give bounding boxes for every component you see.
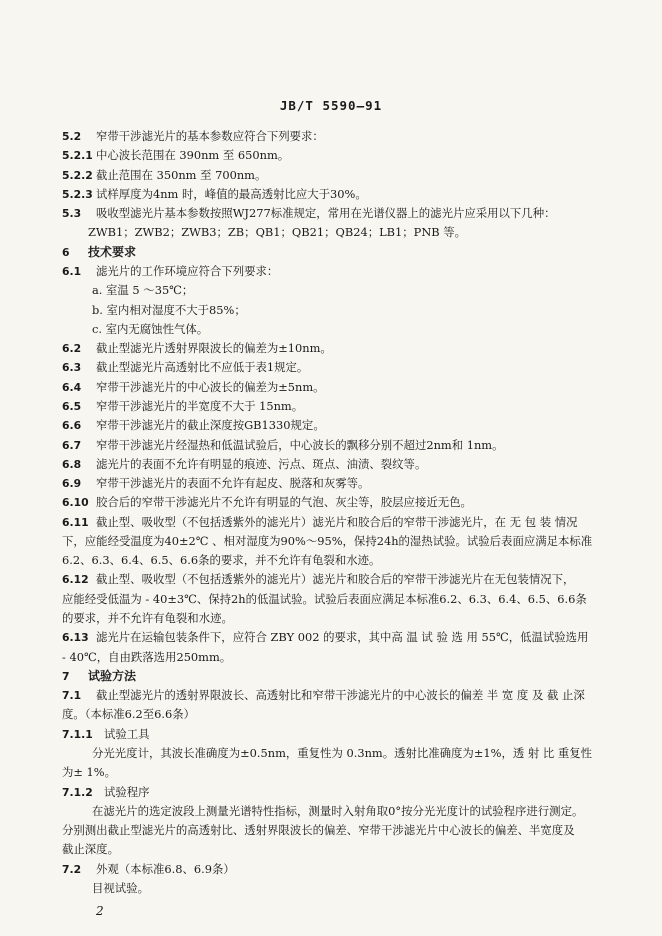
clause-text: 度。（本标准6.2至6.6条） xyxy=(62,707,196,721)
clause-text: 滤光片在运输包装条件下，应符合 ZBY 002 的要求，其中高 温 试 验 选 用 55℃，低温试验选用 xyxy=(96,630,589,644)
section-7-heading xyxy=(62,668,612,685)
clause-number: 7.1.2 xyxy=(62,786,93,799)
clause-number: 5.2 xyxy=(62,130,82,143)
clause-6-8 xyxy=(62,456,612,473)
clause-6-5 xyxy=(62,398,612,415)
clause-number: 5.2.1 xyxy=(62,149,93,162)
page-number: 2 xyxy=(96,904,104,918)
clause-text: - 40℃，自由跌落选用250mm。 xyxy=(62,650,232,664)
clause-number: 6.5 xyxy=(62,400,82,413)
clause-6-11-continued xyxy=(62,552,612,568)
clause-number: 6.3 xyxy=(62,361,82,374)
list-item-text: a. 室温 5 ～35℃； xyxy=(92,283,194,297)
clause-7-1-1-continued xyxy=(62,764,612,780)
clause-7-2-body xyxy=(92,880,642,896)
section-title: 试验方法 xyxy=(88,669,137,683)
clause-text: 中心波长范围在 390nm 至 650nm。 xyxy=(96,148,290,162)
clause-7-1 xyxy=(62,687,612,704)
clause-7-1-1-body xyxy=(92,745,642,761)
clause-6-7 xyxy=(62,437,612,454)
clause-text: 窄带干涉滤光片的半宽度不大于 15nm。 xyxy=(96,399,304,413)
clause-5-2-1 xyxy=(62,147,612,164)
clause-6-2 xyxy=(62,340,612,357)
clause-text: 目视试验。 xyxy=(92,881,149,895)
clause-6-13-continued xyxy=(62,649,612,665)
clause-number: 6.6 xyxy=(62,419,82,432)
clause-6-13 xyxy=(62,629,612,646)
clause-number: 5.2.3 xyxy=(62,188,93,201)
clause-text: 窄带干涉滤光片的基本参数应符合下列要求： xyxy=(96,129,324,143)
clause-text: 分别测出截止型滤光片的高透射比、透射界限波长的偏差、窄带干涉滤光片中心波长的偏差、半宽度及 xyxy=(62,823,575,837)
section-number: 6 xyxy=(62,246,70,259)
clause-7-1-2-continued xyxy=(62,822,612,838)
clause-text: 试验程序 xyxy=(104,785,150,799)
clause-6-9 xyxy=(62,475,612,492)
clause-text: 截止型、吸收型（不包括透紫外的滤光片）滤光片和胶合后的窄带干涉滤光片在无包装情况下， xyxy=(96,572,575,586)
clause-6-10 xyxy=(62,494,612,511)
list-item-text: c. 室内无腐蚀性气体。 xyxy=(92,322,209,336)
clause-number: 6.11 xyxy=(62,516,89,529)
clause-text: 窄带干涉滤光片经湿热和低温试验后，中心波长的飘移分别不超过2nm和 1nm。 xyxy=(96,438,504,452)
clause-6-12 xyxy=(62,571,612,588)
clause-7-1-2 xyxy=(62,784,612,801)
clause-7-1-2-body xyxy=(92,803,642,819)
clause-6-12-continued xyxy=(62,591,612,607)
clause-text: 外观（本标准6.8、6.9条） xyxy=(96,862,235,876)
clause-text: 截止型滤光片透射界限波长的偏差为±10nm。 xyxy=(96,341,332,355)
clause-5-3 xyxy=(62,205,612,222)
clause-6-1 xyxy=(62,263,612,280)
clause-number: 5.3 xyxy=(62,207,82,220)
clause-text: 截止范围在 350nm 至 700nm。 xyxy=(96,168,267,182)
clause-text: 吸收型滤光片基本参数按照WJ277标准规定，常用在光谱仪器上的滤光片应采用以下几种： xyxy=(96,206,556,220)
clause-number: 6.1 xyxy=(62,265,82,278)
clause-number: 5.2.2 xyxy=(62,169,93,182)
list-item-text: b. 室内相对湿度不大于85%； xyxy=(92,303,246,317)
clause-text: ZWB1；ZWB2；ZWB3；ZB；QB1；QB21；QB24；LB1；PNB 等。 xyxy=(88,225,467,239)
clause-number: 6.8 xyxy=(62,458,82,471)
clause-7-2 xyxy=(62,861,612,878)
clause-number: 7.1 xyxy=(62,689,82,702)
clause-text: 窄带干涉滤光片的表面不允许有起皮、脱落和灰雾等。 xyxy=(96,476,370,490)
clause-number: 6.2 xyxy=(62,342,82,355)
clause-number: 6.13 xyxy=(62,631,89,644)
clause-number: 6.12 xyxy=(62,573,89,586)
clause-text: 窄带干涉滤光片的中心波长的偏差为±5nm。 xyxy=(96,380,325,394)
clause-6-4 xyxy=(62,379,612,396)
clause-5-2 xyxy=(62,128,612,145)
clause-number: 6.10 xyxy=(62,496,89,509)
clause-6-11-continued xyxy=(62,533,612,549)
clause-text: 试验工具 xyxy=(104,727,150,741)
clause-5-3-continued xyxy=(88,224,638,240)
clause-7-1-1 xyxy=(62,726,612,743)
clause-number: 6.4 xyxy=(62,381,82,394)
standard-code-header: JB/T 5590—91 xyxy=(279,98,383,113)
clause-text: 为± 1%。 xyxy=(62,765,117,779)
clause-6-11 xyxy=(62,514,612,531)
clause-number: 7.1.1 xyxy=(62,728,93,741)
list-item-b xyxy=(92,302,642,318)
clause-6-12-continued xyxy=(62,610,612,626)
clause-number: 7.2 xyxy=(62,863,82,876)
clause-text: 截止型滤光片高透射比不应低于表1规定。 xyxy=(96,360,309,374)
section-6-heading xyxy=(62,244,612,261)
list-item-a xyxy=(92,282,642,298)
clause-number: 6.7 xyxy=(62,439,82,452)
clause-7-1-2-continued xyxy=(62,841,612,857)
clause-text: 窄带干涉滤光片的截止深度按GB1330规定。 xyxy=(96,418,325,432)
clause-5-2-2 xyxy=(62,167,612,184)
clause-text: 截止深度。 xyxy=(62,842,119,856)
clause-text: 应能经受低温为 - 40±3℃、保持2h的低温试验。试验后表面应满足本标准6.2、6.3、6.4、6.5、6.6条 xyxy=(62,592,587,606)
clause-text: 截止型、吸收型（不包括透紫外的滤光片）滤光片和胶合后的窄带干涉滤光片，在 无 包 装 情况 xyxy=(96,515,578,529)
clause-text: 胶合后的窄带干涉滤光片不允许有明显的气泡、灰尘等，胶层应接近无色。 xyxy=(96,495,472,509)
clause-text: 滤光片的工作环境应符合下列要求： xyxy=(96,264,279,278)
clause-text: 试样厚度为4nm 时，峰值的最高透射比应大于30%。 xyxy=(96,187,367,201)
clause-text: 截止型滤光片的透射界限波长、高透射比和窄带干涉滤光片的中心波长的偏差 半 宽 度 及 截 止深 xyxy=(96,688,585,702)
clause-6-6 xyxy=(62,417,612,434)
clause-number: 6.9 xyxy=(62,477,82,490)
clause-text: 分光光度计，其波长准确度为±0.5nm，重复性为 0.3nm。透射比准确度为±1%，透 射 比 重复性 xyxy=(92,746,593,760)
clause-6-3 xyxy=(62,359,612,376)
clause-text: 下，应能经受温度为40±2℃ 、相对湿度为90%～95%，保持24h的湿热试验。试验后表面应满足本标准 xyxy=(62,534,593,548)
clause-text: 6.2、6.3、6.4、6.5、6.6条的要求，并不允许有龟裂和水迹。 xyxy=(62,553,381,567)
section-title: 技术要求 xyxy=(88,245,137,259)
section-number: 7 xyxy=(62,670,70,683)
clause-7-1-continued xyxy=(62,706,612,722)
clause-text: 在滤光片的选定波段上测量光谱特性指标，测量时入射角取0°按分光光度计的试验程序进行测定。 xyxy=(92,804,584,818)
list-item-c xyxy=(92,321,642,337)
clause-5-2-3 xyxy=(62,186,612,203)
clause-text: 的要求，并不允许有龟裂和水迹。 xyxy=(62,611,233,625)
clause-text: 滤光片的表面不允许有明显的痕迹、污点、斑点、油渍、裂纹等。 xyxy=(96,457,427,471)
